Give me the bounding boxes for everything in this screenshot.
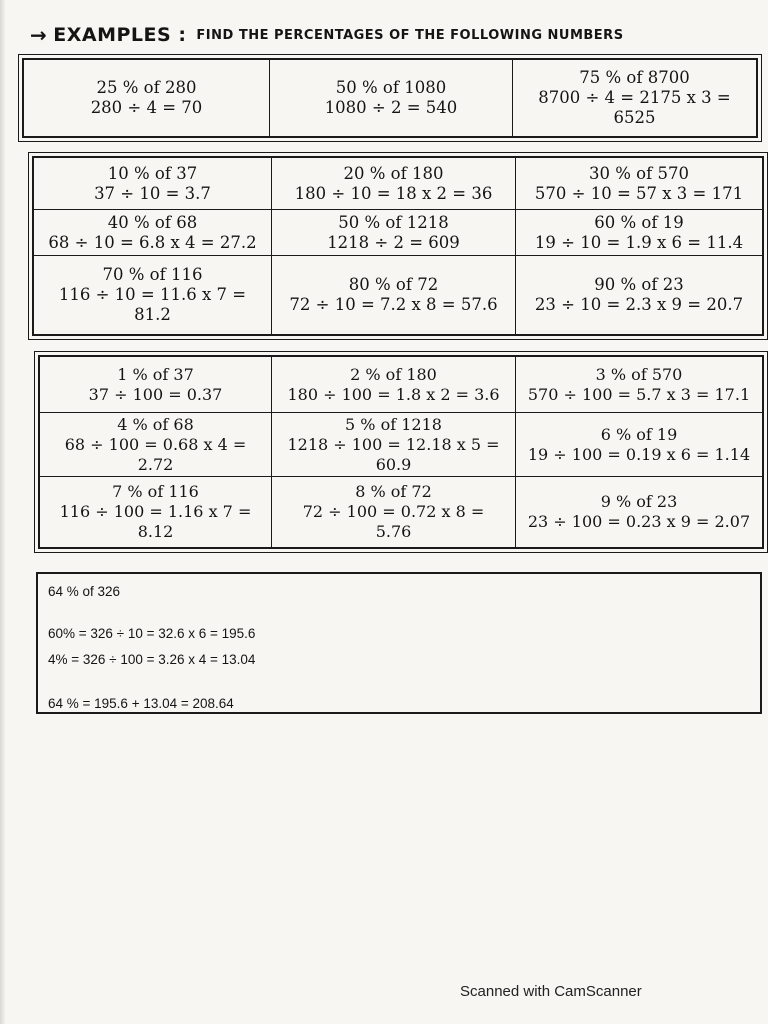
solution-line: 68 ÷ 10 = 6.8 x 4 = 27.2 bbox=[48, 232, 257, 252]
table-cell bbox=[24, 60, 270, 136]
solution-line: 60.9 bbox=[375, 454, 412, 474]
worked-example-box bbox=[36, 572, 762, 714]
table-cell bbox=[513, 60, 756, 136]
worked-title: 64 % of 326 bbox=[48, 584, 121, 599]
table-cell bbox=[272, 477, 516, 547]
table-cell bbox=[516, 357, 762, 413]
problem-title: 40 % of 68 bbox=[107, 212, 198, 232]
table-cell bbox=[34, 256, 272, 334]
problem-title: 50 % of 1218 bbox=[338, 212, 449, 232]
solution-line: 116 ÷ 10 = 11.6 x 7 = bbox=[58, 285, 247, 304]
table-cell bbox=[270, 60, 513, 136]
arrow-icon: → bbox=[30, 23, 48, 47]
table-quarter-half bbox=[22, 58, 758, 138]
solution-line: 81.2 bbox=[134, 305, 171, 324]
solution-line: 6525 bbox=[613, 108, 656, 127]
table-cell bbox=[516, 158, 762, 210]
solution-line: 72 ÷ 10 = 7.2 x 8 = 57.6 bbox=[289, 295, 498, 314]
solution-line: 23 ÷ 10 = 2.3 x 9 = 20.7 bbox=[534, 295, 744, 314]
problem-title: 25 % of 280 bbox=[96, 78, 197, 97]
solution-line: 19 ÷ 100 = 0.19 x 6 = 1.14 bbox=[527, 444, 751, 464]
worked-result: 64 % = 195.6 + 13.04 = 208.64 bbox=[48, 696, 234, 711]
solution-line: 37 ÷ 100 = 0.37 bbox=[88, 384, 223, 404]
table-tens-percent bbox=[32, 156, 764, 336]
table-cell bbox=[40, 477, 272, 547]
worked-step-60: 60% = 326 ÷ 10 = 32.6 x 6 = 195.6 bbox=[48, 626, 256, 641]
page-edge bbox=[0, 0, 6, 1024]
table-cell bbox=[272, 210, 516, 256]
table-cell bbox=[516, 256, 762, 334]
scanner-watermark: Scanned with CamScanner bbox=[460, 983, 642, 1000]
problem-title: 4 % of 68 bbox=[117, 414, 194, 434]
solution-line: 68 ÷ 100 = 0.68 x 4 = bbox=[64, 434, 247, 454]
solution-line: 19 ÷ 10 = 1.9 x 6 = 11.4 bbox=[534, 232, 744, 252]
problem-title: 8 % of 72 bbox=[355, 482, 432, 501]
table-cell bbox=[34, 158, 272, 210]
problem-title: 20 % of 180 bbox=[343, 163, 444, 183]
solution-line: 180 ÷ 10 = 18 x 2 = 36 bbox=[294, 183, 493, 203]
problem-title: 5 % of 1218 bbox=[345, 414, 442, 434]
solution-line: 570 ÷ 10 = 57 x 3 = 171 bbox=[534, 183, 744, 203]
problem-title: 6 % of 19 bbox=[600, 424, 678, 444]
solution-line: 1218 ÷ 100 = 12.18 x 5 = bbox=[287, 434, 500, 454]
problem-title: 80 % of 72 bbox=[348, 275, 439, 294]
problem-title: 90 % of 23 bbox=[594, 275, 684, 294]
solution-line: 72 ÷ 100 = 0.72 x 8 = bbox=[302, 502, 485, 521]
solution-line: 2.72 bbox=[137, 454, 174, 474]
solution-line: 180 ÷ 100 = 1.8 x 2 = 3.6 bbox=[287, 384, 500, 404]
table-cell bbox=[516, 477, 762, 547]
problem-title: 75 % of 8700 bbox=[579, 68, 690, 87]
table-cell bbox=[516, 413, 762, 477]
solution-line: 1080 ÷ 2 = 540 bbox=[324, 98, 458, 117]
solution-line: 570 ÷ 100 = 5.7 x 3 = 17.1 bbox=[527, 384, 751, 404]
problem-title: 2 % of 180 bbox=[350, 364, 437, 384]
solution-line: 23 ÷ 100 = 0.23 x 9 = 2.07 bbox=[527, 512, 751, 531]
problem-title: 7 % of 116 bbox=[112, 482, 199, 501]
problem-title: 70 % of 116 bbox=[102, 265, 203, 284]
table-cell bbox=[34, 210, 272, 256]
solution-line: 116 ÷ 100 = 1.16 x 7 = bbox=[59, 502, 252, 521]
table-cell bbox=[272, 357, 516, 413]
problem-title: 10 % of 37 bbox=[107, 163, 198, 183]
table-cell bbox=[272, 158, 516, 210]
solution-line: 37 ÷ 10 = 3.7 bbox=[94, 183, 211, 203]
problem-title: 1 % of 37 bbox=[117, 364, 194, 384]
solution-line: 280 ÷ 4 = 70 bbox=[90, 98, 203, 117]
examples-heading bbox=[30, 20, 730, 50]
problem-title: 50 % of 1080 bbox=[335, 78, 447, 97]
solution-line: 8.12 bbox=[137, 522, 174, 541]
heading-instruction: FIND THE PERCENTAGES OF THE FOLLOWING NUMBERS bbox=[196, 27, 624, 43]
solution-line: 1218 ÷ 2 = 609 bbox=[327, 232, 460, 252]
table-cell bbox=[272, 256, 516, 334]
table-single-percent bbox=[38, 355, 764, 549]
worked-step-4: 4% = 326 ÷ 100 = 3.26 x 4 = 13.04 bbox=[48, 652, 256, 667]
table-cell bbox=[516, 210, 762, 256]
solution-line: 5.76 bbox=[375, 522, 412, 541]
problem-title: 9 % of 23 bbox=[600, 492, 678, 511]
table-cell bbox=[272, 413, 516, 477]
problem-title: 30 % of 570 bbox=[589, 163, 689, 183]
solution-line: 8700 ÷ 4 = 2175 x 3 = bbox=[538, 88, 731, 107]
problem-title: 60 % of 19 bbox=[594, 212, 684, 232]
table-cell bbox=[40, 357, 272, 413]
table-cell bbox=[40, 413, 272, 477]
problem-title: 3 % of 570 bbox=[595, 364, 683, 384]
heading-lead: EXAMPLES : bbox=[53, 24, 187, 46]
